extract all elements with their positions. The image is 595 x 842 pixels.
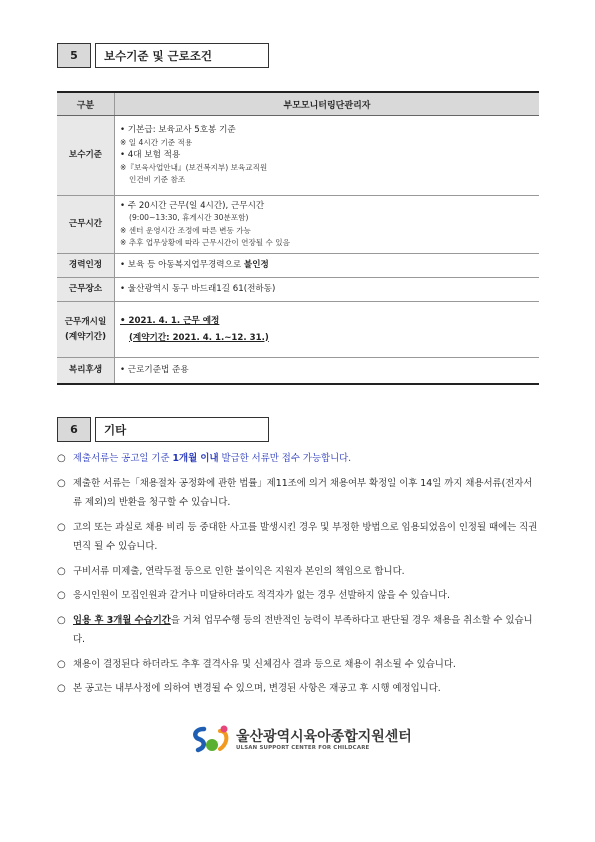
table-row: [57, 254, 539, 278]
circle-bullet-icon: ○: [57, 614, 66, 626]
circle-bullet-icon: ○: [57, 565, 66, 577]
item-text: 제출서류는 공고일 기준: [73, 453, 173, 464]
item-text: 제출한 서류는「채용절차 공정화에 관한 법률」제11조에 의거 채용여부 확정일 이후 14일 까지 채용서류(전자서류 제외)의 반환을 청구할 수 있습니다.: [73, 477, 533, 508]
value-note: ※ 일 4시간 기준 적용: [120, 137, 193, 147]
item-text: 본 공고는 내부사정에 의하여 변경될 수 있으며, 변경된 사항은 재공고 후 시행 예정입니다.: [73, 683, 441, 694]
row-label: 근무장소: [57, 278, 115, 302]
item-text: 발급한 서류만 접수 가능합니다.: [218, 453, 352, 464]
row-label: 복리후생: [57, 358, 115, 384]
row-label: 보수기준: [57, 116, 115, 196]
value-line: • 주 20시간 근무(일 4시간), 근무시간: [120, 200, 265, 211]
value-text: • 보육 등 아동복지업무경력으로: [120, 260, 244, 271]
item-emphasis: 1개월 이내: [172, 453, 219, 464]
value-note: (9:00~13:30, 휴게시간 30분포함): [129, 213, 249, 222]
row-label-line: (계약기간): [64, 331, 107, 342]
circle-bullet-icon: ○: [57, 683, 66, 694]
item-text: 채용이 결정된다 하더라도 추후 결격사유 및 신체검사 결과 등으로 채용이 취소될 수 있습니다.: [73, 658, 456, 670]
item-text: 을 거쳐 업무수행 등의 전반적인 능력이 부족하다고 판단될 경우 채용을 취소할 수 있습니다.: [73, 614, 533, 645]
table-row: [57, 196, 539, 254]
circle-bullet-icon: ○: [57, 658, 66, 670]
center-name-english: ULSAN SUPPORT CENTER FOR CHILDCARE: [236, 745, 370, 751]
table-header-row: [57, 92, 539, 116]
table-row: [57, 358, 539, 384]
item-emphasis: 임용 후 3개월 수습기간: [73, 614, 171, 626]
section-number: 6: [57, 417, 91, 442]
list-item: [57, 611, 541, 650]
table-row: [57, 116, 539, 196]
row-label: 경력인정: [57, 254, 115, 278]
row-value: • 울산광역시 동구 바드래1길 61(전하동): [115, 278, 540, 302]
row-value: [115, 254, 540, 278]
notice-list: [57, 449, 541, 704]
section-6-header: [57, 417, 269, 442]
value-note: 인건비 기준 참조: [129, 175, 186, 185]
row-value: • 근로기준법 준용: [115, 358, 540, 384]
header-position: 부모모니터링단관리자: [115, 92, 540, 116]
circle-bullet-icon: ○: [57, 590, 66, 601]
table-row: [57, 278, 539, 302]
row-label-line: 근무개시일: [64, 316, 107, 327]
circle-bullet-icon: ○: [57, 453, 66, 464]
value-emphasis: 불인정: [243, 260, 269, 271]
list-item: [57, 449, 541, 469]
center-name-korean: 울산광역시육아종합지원센터: [236, 729, 412, 745]
contract-period: (계약기간: 2021. 4. 1.~12. 31.): [129, 332, 269, 343]
center-logo-icon: [190, 723, 232, 757]
conditions-table: [57, 91, 539, 385]
row-value: [115, 196, 540, 254]
value-note: ※『보육사업안내』(보건복지부) 보육교직원: [120, 162, 268, 172]
circle-bullet-icon: ○: [57, 477, 66, 489]
item-text: 고의 또는 과실로 채용 비리 등 중대한 사고를 발생시킨 경우 및 부정한 방법으로 임용되었음이 인정될 때에는 직권면직 될 수 있습니다.: [73, 521, 538, 552]
list-item: [57, 518, 541, 557]
section-title: 기타: [95, 417, 269, 442]
section-5-header: [57, 43, 269, 68]
list-item: [57, 679, 541, 699]
row-value: [115, 302, 540, 358]
list-item: [57, 474, 541, 513]
item-text: 응시인원이 모집인원과 같거나 미달하더라도 적격자가 없는 경우 선발하지 않을 수 있습니다.: [73, 590, 450, 601]
list-item: [57, 562, 541, 582]
value-note: ※ 센터 운영시간 조정에 따른 변동 가능: [120, 225, 251, 235]
start-date: • 2021. 4. 1. 근무 예정: [120, 316, 220, 326]
header-category: 구분: [57, 92, 115, 116]
circle-bullet-icon: ○: [57, 521, 66, 533]
row-value: [115, 116, 540, 196]
value-line: • 기본급: 보육교사 5호봉 기준: [120, 125, 236, 136]
center-logo: [190, 723, 412, 757]
value-note: ※ 추후 업무상황에 따라 근무시간이 연장될 수 있음: [120, 238, 290, 247]
section-title: 보수기준 및 근로조건: [95, 43, 269, 68]
row-label: [57, 302, 115, 358]
section-number: 5: [57, 43, 91, 68]
value-line: • 4대 보험 적용: [120, 150, 181, 161]
item-text: 구비서류 미제출, 연락두절 등으로 인한 불이익은 지원자 본인의 책임으로 합니다.: [73, 565, 405, 577]
list-item: [57, 655, 541, 675]
row-label: 근무시간: [57, 196, 115, 254]
list-item: [57, 586, 541, 606]
table-row: [57, 302, 539, 358]
